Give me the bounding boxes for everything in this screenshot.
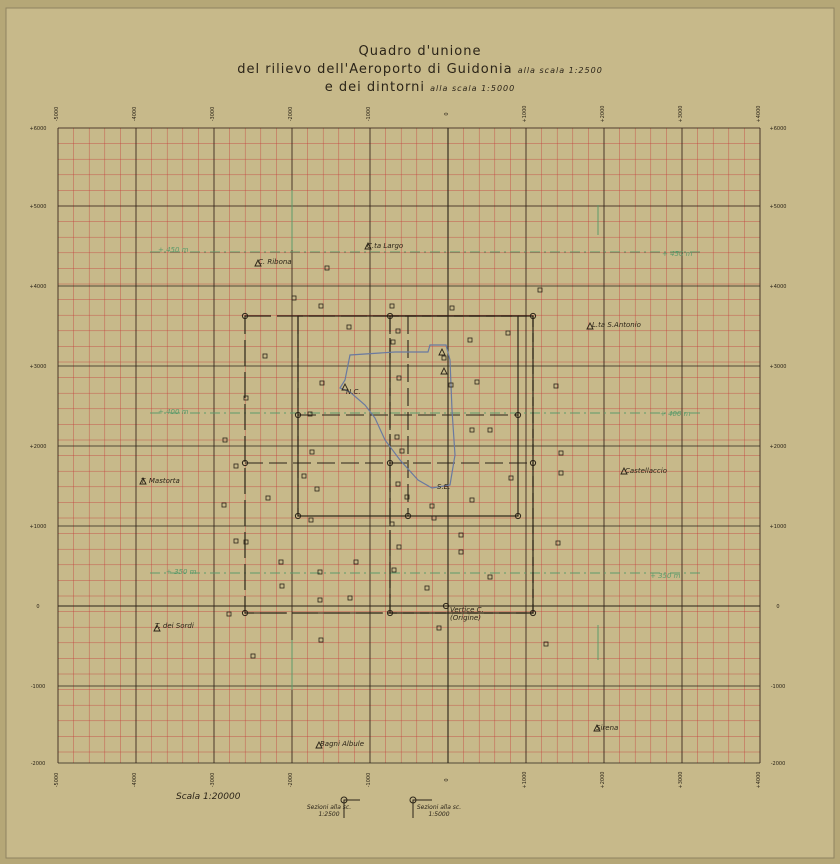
place-s-antonio: L.ta S.Antonio: [592, 321, 641, 329]
contour-label-450-right: + 450 m: [662, 250, 693, 258]
y-tick-label-right: +2000: [769, 444, 787, 450]
contour-label-400-right: + 400 m: [660, 410, 691, 418]
x-tick-label: -2000: [288, 772, 294, 788]
place-c-ribona: C. Ribona: [258, 258, 292, 266]
y-tick-label-right: -1000: [770, 684, 786, 690]
y-tick-label-left: +5000: [29, 204, 47, 210]
y-tick-label-left: +2000: [29, 444, 47, 450]
label-se: S.E.: [437, 483, 451, 491]
y-tick-label-right: 0: [776, 604, 780, 610]
map-subtitle-1: del rilievo dell'Aeroporto di Guidonia alla scala 1:2500: [237, 62, 603, 77]
x-tick-label: -1000: [366, 106, 372, 122]
place-t-mastorta: T. Mastorta: [141, 477, 180, 485]
place-c-largo: C.ta Largo: [367, 242, 404, 250]
y-tick-label-left: -1000: [30, 684, 46, 690]
x-tick-label: -2000: [288, 106, 294, 122]
place-sirena: Sirena: [596, 724, 619, 732]
contour-label-450-left: + 450 m: [158, 246, 189, 254]
x-tick-label: 0: [444, 778, 450, 782]
contour-label-400-left: + 400 m: [158, 408, 189, 416]
y-tick-label-right: +1000: [769, 524, 787, 530]
contour-label-350-right: + 350 m: [650, 572, 681, 580]
y-tick-label-left: +1000: [29, 524, 47, 530]
y-tick-label-left: 0: [36, 604, 40, 610]
x-tick-label: -5000: [54, 772, 60, 788]
x-tick-label: 0: [444, 112, 450, 116]
x-tick-label: +2000: [600, 771, 606, 789]
x-tick-label: -4000: [132, 772, 138, 788]
x-tick-label: +4000: [756, 771, 762, 789]
legend-text-5000: Sezioni alla sc. 1:5000: [416, 804, 462, 818]
x-tick-label: +2000: [600, 105, 606, 123]
x-tick-label: +3000: [678, 105, 684, 123]
scale-label: Scala 1:20000: [176, 792, 241, 802]
contour-label-350-left: + 350 m: [166, 568, 197, 576]
x-tick-label: -3000: [210, 772, 216, 788]
x-tick-label: +1000: [522, 771, 528, 789]
x-tick-label: +4000: [756, 105, 762, 123]
x-tick-label: -1000: [366, 772, 372, 788]
map-subtitle-2: e dei dintorni alla scala 1:5000: [324, 80, 516, 95]
place-vertice: Vertice C. (Origine): [450, 606, 484, 622]
x-tick-label: +3000: [678, 771, 684, 789]
y-tick-label-left: +4000: [29, 284, 47, 290]
y-tick-label-left: +6000: [29, 126, 47, 132]
legend-text-2500: Sezioni alla sc. 1:2500: [306, 804, 352, 818]
place-t-dei-sordi: T. dei Sordi: [155, 622, 194, 630]
y-tick-label-left: -2000: [30, 761, 46, 767]
label-nc: N.C.: [346, 388, 361, 396]
y-tick-label-right: +6000: [769, 126, 787, 132]
y-tick-label-right: +4000: [769, 284, 787, 290]
x-tick-label: -5000: [54, 106, 60, 122]
map-title: Quadro d'unione: [358, 44, 482, 59]
x-tick-label: +1000: [522, 105, 528, 123]
x-tick-label: -3000: [210, 106, 216, 122]
y-tick-label-left: +3000: [29, 364, 47, 370]
y-tick-label-right: +3000: [769, 364, 787, 370]
place-castellaccio: Castellaccio: [625, 467, 667, 475]
place-bagni-albule: Bagni Albule: [320, 740, 365, 748]
y-tick-label-right: +5000: [769, 204, 787, 210]
x-tick-label: -4000: [132, 106, 138, 122]
y-tick-label-right: -2000: [770, 761, 786, 767]
